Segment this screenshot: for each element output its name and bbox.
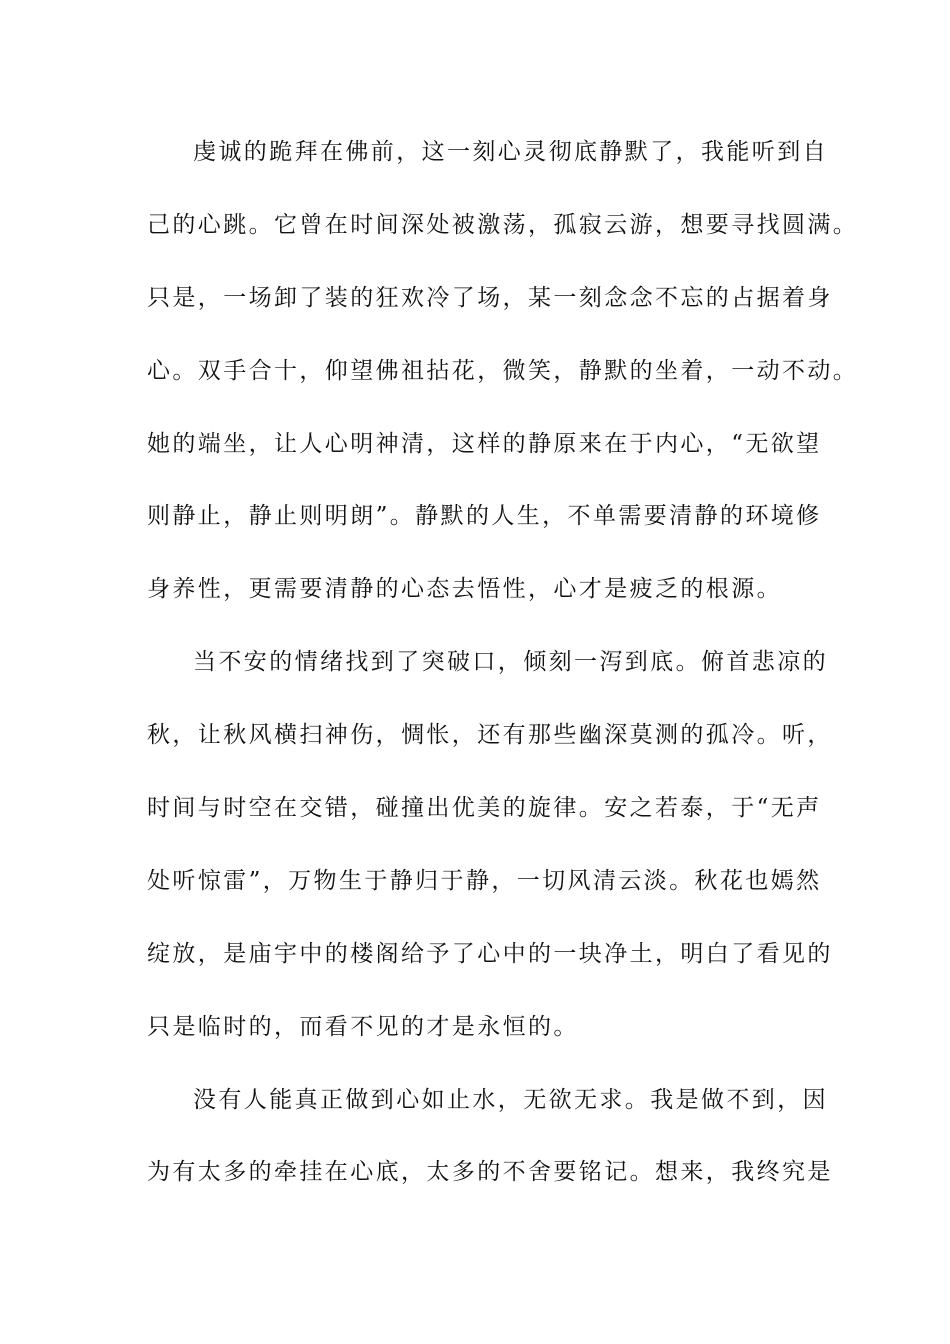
paragraph-1-line-4: 心。双手合十，仰望佛祖拈花，微笑，静默的坐着，一动不动。 — [147, 357, 859, 384]
paragraph-2-line-2: 秋，让秋风横扫神伤，惆怅，还有那些幽深莫测的孤冷。听， — [147, 722, 833, 749]
body-text — [147, 128, 859, 1221]
paragraph-2-line-1: 当不安的情绪找到了突破口，倾刻一泻到底。俯首悲凉的 — [193, 649, 828, 676]
paragraph-1-line-5: 她的端坐，让人心明神清，这样的静原来在于内心，“无欲望 — [147, 430, 822, 457]
paragraph-1-line-1: 虔诚的跪拜在佛前，这一刻心灵彻底静默了，我能听到自 — [193, 139, 828, 165]
paragraph-1-line-6: 则静止，静止则明朗”。静默的人生，不单需要清静的环境修 — [147, 503, 822, 530]
paragraph-3-line-1: 没有人能真正做到心如止水，无欲无求。我是做不到，因 — [193, 1086, 828, 1113]
paragraph-2-line-6: 只是临时的，而看不见的才是永恒的。 — [147, 1013, 579, 1040]
paragraph-1-line-7: 身养性，更需要清静的心态去悟性，心才是疲乏的根源。 — [147, 576, 782, 603]
paragraph-2-line-3: 时间与时空在交错，碰撞出优美的旋律。安之若泰，于“无声 — [147, 795, 822, 822]
paragraph-1-line-3: 只是，一场卸了装的狂欢冷了场，某一刻念念不忘的占据着身 — [147, 284, 833, 311]
paragraph-2-line-5: 绽放，是庙宇中的楼阁给予了心中的一块净土，明白了看见的 — [147, 940, 833, 967]
paragraph-3-line-2: 为有太多的牵挂在心底，太多的不舍要铭记。想来，我终究是 — [147, 1159, 833, 1186]
paragraph-1-line-2: 己的心跳。它曾在时间深处被激荡，孤寂云游，想要寻找圆满。 — [147, 211, 859, 238]
paragraph-2-line-4: 处听惊雷”，万物生于静归于静，一切风清云淡。秋花也嫣然 — [147, 867, 822, 894]
